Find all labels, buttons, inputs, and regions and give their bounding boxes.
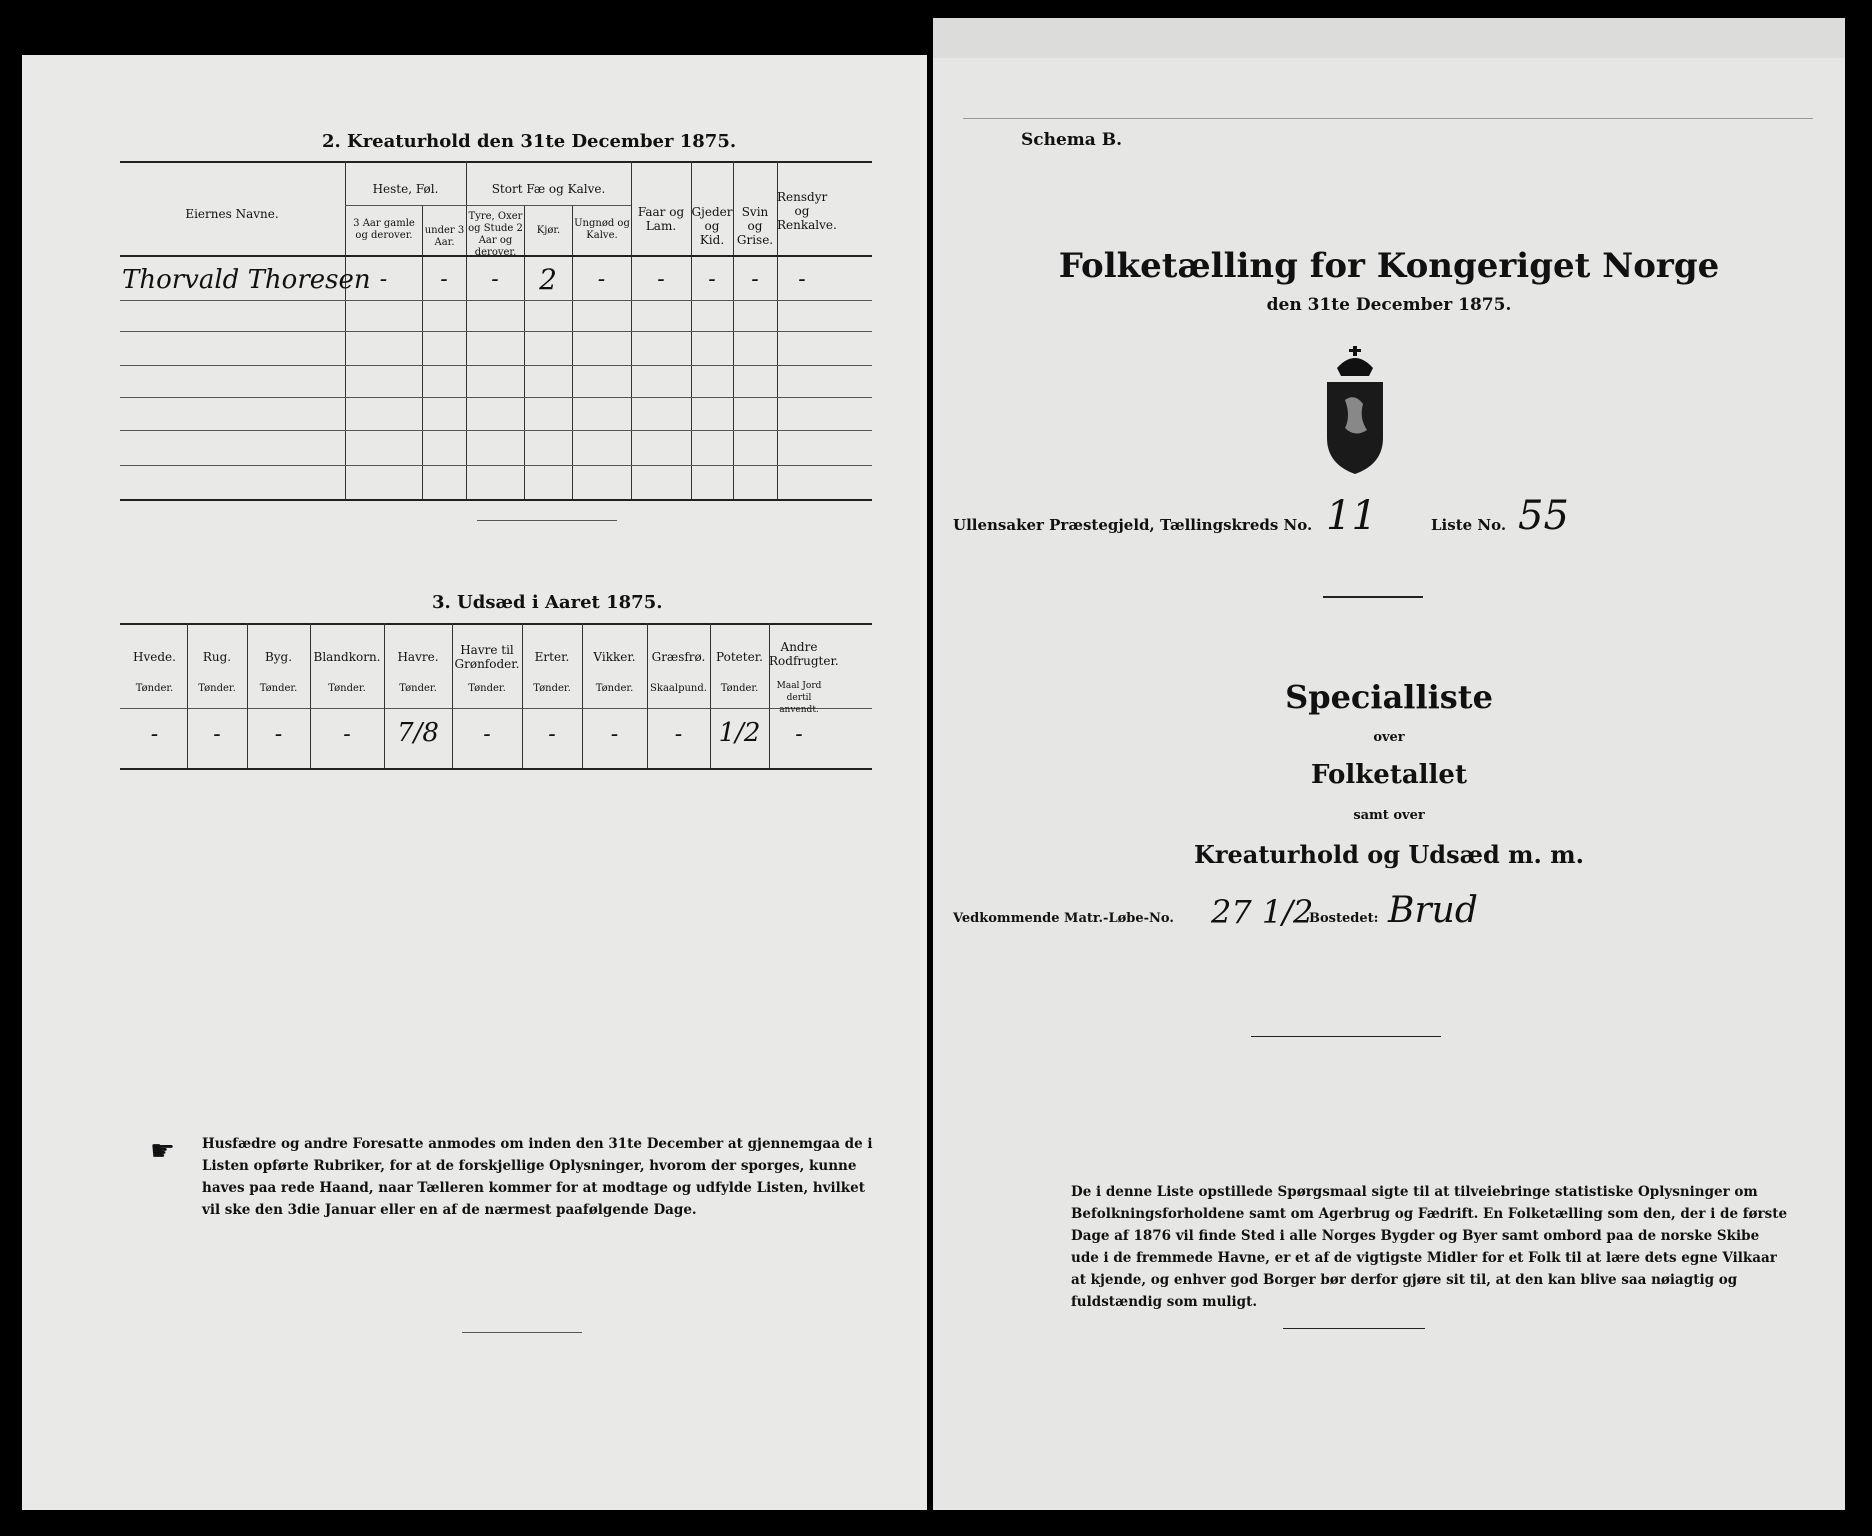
group-header-sheep: Faar og Lam. <box>637 205 685 233</box>
census-title: Folketælling for Kongeriget Norge <box>1058 246 1720 286</box>
group-header-cattle: Stort Fæ og Kalve. <box>491 182 606 196</box>
matr-number-entry: 27 1/2 <box>1211 893 1314 931</box>
footer-rule <box>462 1332 582 1333</box>
bosted-label: Bostedet: <box>1309 911 1379 926</box>
right-page <box>933 18 1845 1510</box>
kreaturhold-heading: Kreaturhold og Udsæd m. m. <box>1194 840 1584 869</box>
crop-unit-byg: Tønder. <box>259 683 298 694</box>
livestock-row-rule <box>120 397 872 398</box>
group-header-goats: Gjeder og Kid. <box>691 205 733 247</box>
livestock-value: - <box>751 267 759 292</box>
crop-value-poteter: 1/2 <box>718 718 761 748</box>
group-header-reindeer: Rensdyr og Renkalve. <box>777 190 837 232</box>
livestock-value: - <box>597 267 606 292</box>
crop-header-blandkorn: Blandkorn. <box>313 650 381 664</box>
seed-header-rule <box>120 708 872 709</box>
crop-unit-rodfrugter: Maal Jord dertil anvendt. <box>776 681 822 715</box>
livestock-col-divider <box>422 205 423 499</box>
crop-unit-vikker: Tønder. <box>595 683 634 694</box>
livestock-row-rule <box>120 365 872 366</box>
subheader-calves: Ungnød og Kalve. <box>574 218 630 241</box>
crop-unit-poteter: Tønder. <box>720 683 759 694</box>
crop-unit-graesfro: Skaalpund. <box>650 683 707 694</box>
group-header-pigs: Svin og Grise. <box>736 205 774 247</box>
livestock-value: - <box>708 267 716 292</box>
crop-header-byg: Byg. <box>264 650 293 664</box>
crop-value: - <box>343 722 351 747</box>
crop-value: - <box>795 722 803 747</box>
crop-header-graesfro: Græsfrø. <box>651 650 706 664</box>
crop-value: - <box>548 722 556 747</box>
mid-rule <box>1251 1036 1441 1037</box>
crop-unit-havre-gronfoder: Tønder. <box>468 683 506 694</box>
subheader-horses-under3: under 3 Aar. <box>424 225 465 248</box>
schema-label: Schema B. <box>1021 130 1123 150</box>
crop-value: - <box>483 722 491 747</box>
owner-name-entry: Thorvald Thoresen <box>122 265 371 295</box>
samt-over-text: samt over <box>1353 808 1425 823</box>
crop-value: - <box>274 722 283 747</box>
livestock-value: - <box>657 267 665 292</box>
livestock-row-rule <box>120 331 872 332</box>
header-rule <box>963 118 1813 119</box>
livestock-value: - <box>440 267 448 292</box>
census-date: den 31te December 1875. <box>1266 295 1512 315</box>
matr-label: Vedkommende Matr.-Løbe-No. <box>953 911 1174 926</box>
bottom-rule <box>1283 1328 1425 1329</box>
crop-unit-blandkorn: Tønder. <box>328 683 366 694</box>
left-page <box>22 55 927 1510</box>
livestock-row-rule <box>120 300 872 301</box>
livestock-subheader-rule <box>345 205 631 206</box>
crop-value-havre: 7/8 <box>397 718 439 748</box>
livestock-row-rule <box>120 465 872 466</box>
crop-unit-hvede: Tønder. <box>135 683 174 694</box>
crop-header-rug: Rug. <box>202 650 232 664</box>
crop-header-havre-gronfoder: Havre til Grønfoder. <box>454 643 520 671</box>
livestock-row-rule <box>120 430 872 431</box>
crop-unit-rug: Tønder. <box>198 683 236 694</box>
livestock-value-cows: 2 <box>539 263 557 296</box>
livestock-col-divider <box>572 205 573 499</box>
livestock-value: - <box>379 267 388 292</box>
list-label: Liste No. <box>1431 516 1507 534</box>
crop-unit-havre: Tønder. <box>399 683 437 694</box>
subheader-oxen: Tyre, Oxer og Stude 2 Aar og derover. <box>468 211 523 258</box>
crop-header-erter: Erter. <box>534 650 570 664</box>
livestock-table-bottom-rule <box>120 499 872 501</box>
pointing-hand-icon: ☛ <box>150 1134 176 1167</box>
notice-paragraph: Husfædre og andre Foresatte anmodes om inden den 31te December at gjennemgaa de i Listen opførte Rubriker, for at de forskjellige Oplysninger, hvorom der sporges, kunne haves paa rede Haand, naar Tælleren kommer for at modtage og udfylde Listen, hvilket vil ske den 3die Januar eller en af de nærmest paafølgende Dage. <box>202 1136 873 1218</box>
crop-header-vikker: Vikker. <box>593 650 636 664</box>
norwegian-coat-of-arms-icon <box>1315 338 1395 478</box>
intro-paragraph: De i denne Liste opstillede Spørgsmaal sigte til at tilveiebringe statistiske Oplysninger om Befolkningsforholdene samt om Agerbrug og Fædrift. En Folketælling som den, der i de første Dage af 1876 vil finde Sted i alle Norges Bygder og Byer samt ombord paa de norske Skibe ude i de fremmede Havne, er et af de vigtigste Midler for et Folk til at lære dets egne Vilkaar at kjende, og enhver god Borger bør derfor gjøre sit til, at den kan blive saa nøiagtig og fuldstændig som muligt. <box>1071 1184 1788 1310</box>
livestock-section-title: 2. Kreaturhold den 31te December 1875. <box>322 131 737 152</box>
list-number-entry: 55 <box>1518 493 1569 539</box>
livestock-col-divider <box>524 205 525 499</box>
livestock-value: - <box>798 267 806 292</box>
crop-value: - <box>610 722 619 747</box>
page-edge-stack <box>933 18 1845 58</box>
crop-header-poteter: Poteter. <box>716 650 763 664</box>
crop-header-hvede: Hvede. <box>133 650 176 664</box>
specialliste-heading: Specialliste <box>1285 678 1493 716</box>
crop-unit-erter: Tønder. <box>533 683 571 694</box>
title-divider <box>1323 596 1423 598</box>
owner-column-header: Eiernes Navne. <box>185 207 279 221</box>
group-header-horses: Heste, Føl. <box>372 182 439 196</box>
subheader-horses-3yr: 3 Aar gamle og derover. <box>353 218 415 241</box>
subheader-cows: Kjør. <box>536 225 561 236</box>
livestock-value: - <box>491 267 499 292</box>
crop-value: - <box>213 722 221 747</box>
seed-table-bottom-rule <box>120 768 872 770</box>
livestock-table-top-rule <box>120 161 872 163</box>
section-divider <box>477 520 617 521</box>
crop-header-havre: Havre. <box>397 650 439 664</box>
seed-section-title: 3. Udsæd i Aaret 1875. <box>432 592 663 613</box>
crop-header-rodfrugter: Andre Rodfrugter. <box>769 640 839 668</box>
bosted-entry: Brud <box>1388 890 1478 931</box>
folketallet-heading: Folketallet <box>1311 760 1467 790</box>
crop-value: - <box>674 722 683 747</box>
district-number-entry: 11 <box>1326 493 1377 539</box>
over-text-1: over <box>1373 730 1405 745</box>
livestock-col-divider <box>345 161 346 499</box>
seed-table-top-rule <box>120 623 872 625</box>
parish-label: Ullensaker Præstegjeld, Tællingskreds No. <box>953 516 1313 534</box>
crop-value: - <box>150 722 159 747</box>
